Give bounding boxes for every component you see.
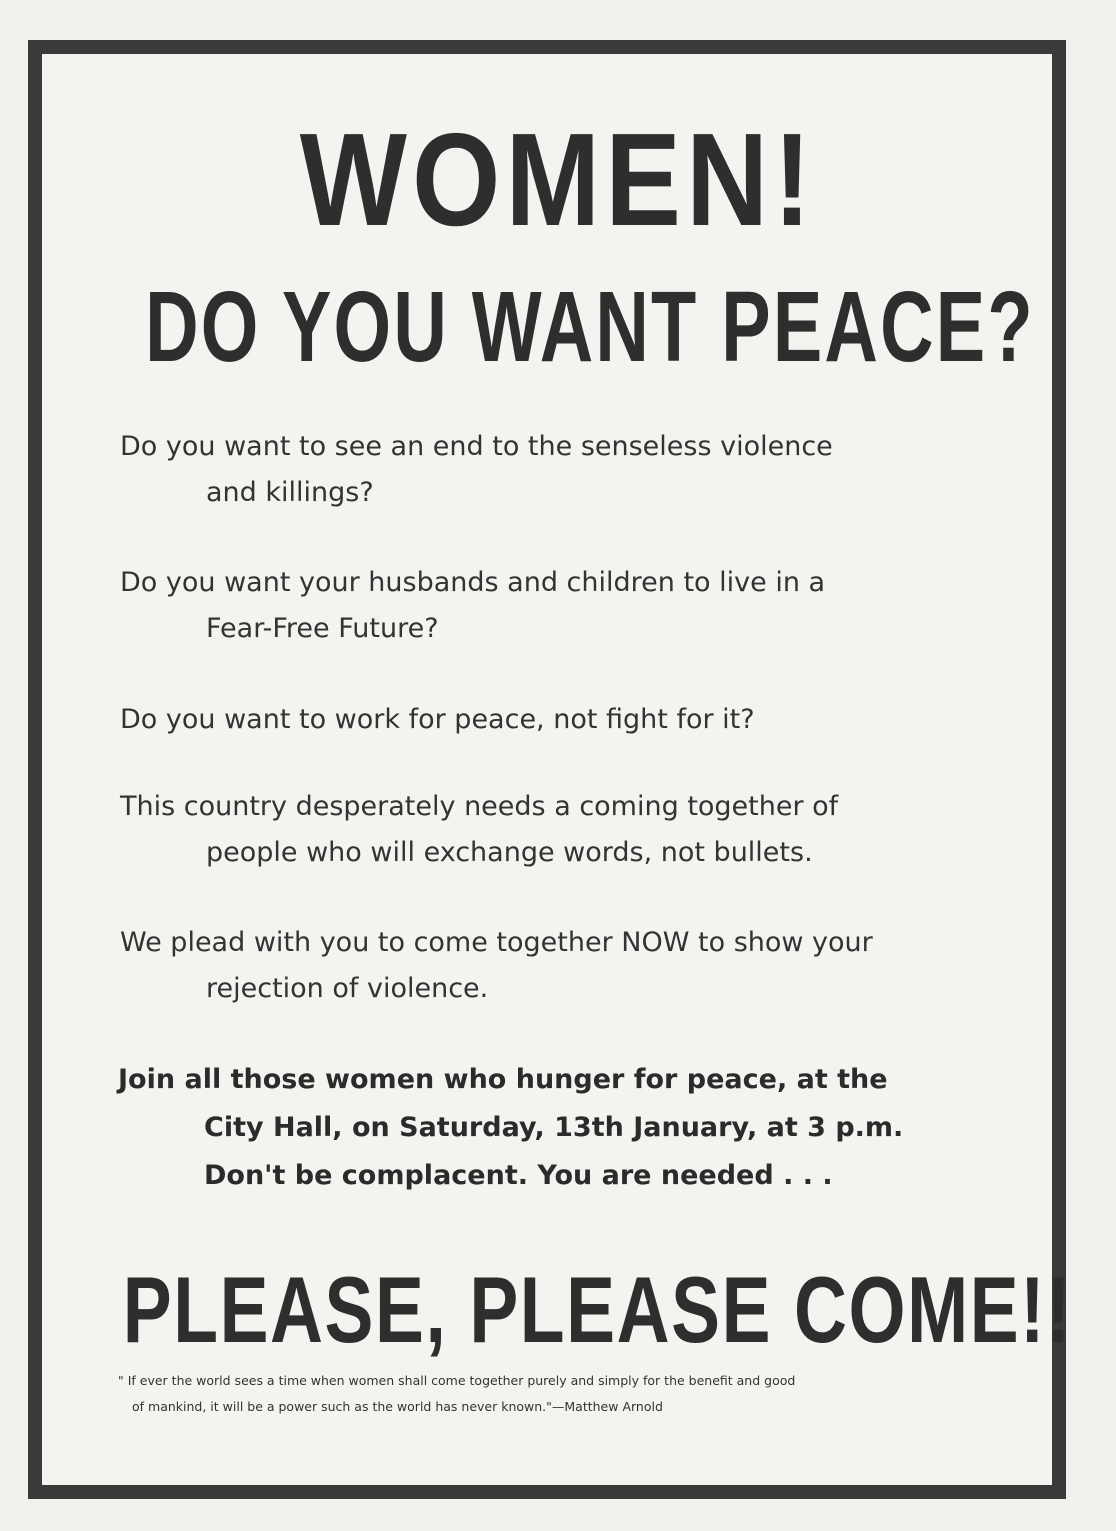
paragraph-1-line-1: Do you want to see an end to the senseless violence: [120, 431, 833, 462]
paragraph-1-line-2: and killings?: [206, 477, 374, 508]
closing-headline: PLEASE, PLEASE COME!!: [122, 1257, 1073, 1362]
quote-line-1: " If ever the world sees a time when women shall come together purely and simply for the benefit and good: [118, 1373, 796, 1388]
paragraph-1: [120, 424, 1000, 516]
paragraph-5-line-1: We plead with you to come together NOW to show your: [120, 927, 873, 958]
subheadline: DO YOU WANT PEACE?: [145, 271, 1035, 383]
call-to-action-line-3: Don't be complacent. You are needed . . .: [204, 1160, 833, 1191]
paragraph-3: [120, 697, 1000, 743]
call-to-action: [118, 1056, 998, 1200]
paragraph-2-line-1: Do you want your husbands and children to live in a: [120, 567, 826, 598]
paragraph-4-line-1: This country desperately needs a coming together of: [120, 791, 839, 822]
headline: WOMEN!: [299, 106, 817, 253]
paragraph-4-line-2: people who will exchange words, not bullets.: [206, 837, 813, 868]
paragraph-4: [120, 784, 1000, 876]
paragraph-2-line-2: Fear-Free Future?: [206, 613, 439, 644]
paragraph-2: [120, 560, 1000, 652]
quote-line-2: of mankind, it will be a power such as the world has never known."—Matthew Arnold: [132, 1399, 663, 1414]
call-to-action-line-1: Join all those women who hunger for peace, at the: [118, 1064, 888, 1095]
call-to-action-line-2: City Hall, on Saturday, 13th January, at 3 p.m.: [204, 1112, 904, 1143]
paragraph-5: [120, 920, 1000, 1012]
paragraph-5-line-2: rejection of violence.: [206, 973, 489, 1004]
paragraph-3-line-1: Do you want to work for peace, not fight for it?: [120, 704, 755, 735]
matthew-arnold-quote: [118, 1368, 998, 1420]
